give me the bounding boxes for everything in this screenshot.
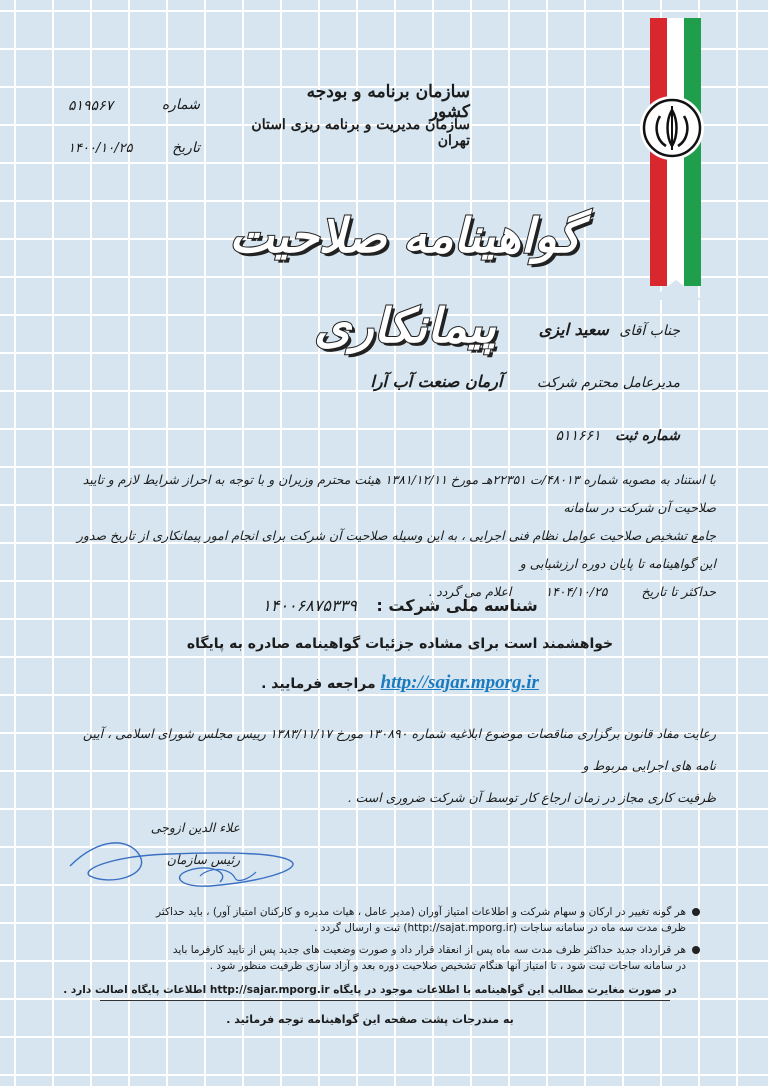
signatory-role: رئیس سازمان [166,852,240,867]
national-id-label: شناسه ملی شرکت : [376,596,538,615]
registration-line [440,428,680,444]
certificate-title: گواهینامه صلاحیت پیمانکاری [229,209,581,354]
salutation: جناب آقای [619,323,680,339]
national-id-line [200,596,600,615]
divider [100,1000,670,1001]
verify-suffix: مراجعه فرمایید . [261,676,376,692]
company-name: آرمان صنعت آب آرا [370,372,503,391]
note-4: به مندرجات پشت صفحه این گواهینامه توجه فرمائید . [226,1013,514,1026]
verify-url-line [200,672,600,694]
number-label: شماره [161,97,200,113]
org-line-1: سازمان برنامه و بودجه کشور [306,82,470,122]
org-line-2: سازمان مدیریت و برنامه ریزی استان تهران [251,117,470,149]
handwritten-signature [60,826,300,896]
note-2: هر قرارداد جدید حداکثر ظرف مدت سه ماه پس از انعقاد قرار داد و صورت وضعیت های جدید پس از تایید کارفرما باید [40,942,700,958]
iran-emblem-icon [640,96,704,160]
number-value: ۵۱۹۵۶۷ [68,98,114,114]
note-1: هر گونه تغییر در ارکان و سهام شرکت و اطلاعات امتیاز آوران (مدیر عامل ، هیات مدیره و کارکنان امتیاز آور) ، باید حداکثر [40,904,700,920]
recipient-line [380,320,680,339]
law-line-2: ظرفیت کاری مجاز در زمان ارجاع کار توسط آن شرکت ضروری است . [347,790,716,805]
ribbon-notch [650,280,702,300]
body-line-2: جامع تشخیص صلاحیت عوامل نظام فنی اجرایی ، به این وسیله صلاحیت آن شرکت برای انجام امور پیمانکاری از تاریخ صدور این گواهینامه تا پایان دوره ارزشیابی و [76,528,716,571]
company-line [280,372,680,391]
national-id-value: ۱۴۰۰۶۸۷۵۳۳۹ [262,596,357,615]
note-3: در صورت مغایرت مطالب این گواهینامه با اطلاعات موجود در پایگاه http://sajar.mporg.ir اطلاعات پایگاه اصالت دارد . [63,984,677,996]
note-2-cont: در سامانه ساجات ثبت شود ، تا امتیاز آنها هنگام تشخیص صلاحیت دوره بعد و آزاد سازی ظرفیت منظور شود . [209,960,686,972]
company-prefix: مدیرعامل محترم شرکت [536,375,680,391]
recipient-name: سعید ایزی [538,320,609,339]
law-paragraph [70,718,716,814]
registration-value: ۵۱۱۶۶۱ [555,428,601,444]
date-label: تاریخ [172,140,200,156]
signatory-name: علاء الدین ازوجی [150,820,240,835]
bullet-icon [692,946,700,954]
body-line-3-prefix: حداکثر تا تاریخ [641,584,716,599]
law-line-1: رعایت مفاد قانون برگزاری مناقصات موضوع ابلاغیه شماره ۱۳۰۸۹۰ مورخ ۱۳۸۳/۱۱/۱۷ رییس مجلس شورای اسلامی ، آیین نامه های اجرایی مربوط و [82,726,716,773]
note-1-cont: ظرف مدت سه ماه در سامانه ساجات (http://sajat.mporg.ir) ثبت و ارسال گردد . [314,922,686,934]
date-value: ۱۴۰۰/۱۰/۲۵ [68,141,133,156]
verify-line: خواهشمند است برای مشاده جزئیات گواهینامه صادره به پایگاه [186,636,614,652]
sajar-link[interactable]: http://sajar.mporg.ir [380,672,539,693]
notes-section [40,904,700,1028]
expiry-date: ۱۴۰۴/۱۰/۲۵ [545,584,608,599]
registration-label: شماره ثبت [615,428,680,444]
body-line-1: با استناد به مصوبه شماره ۴۸۰۱۳/ت ۲۲۳۵۱هـ مورخ ۱۳۸۱/۱۲/۱۱ هیئت محترم وزیران و با توجه به احراز شرایط لازم و تایید صلاحیت آن شرکت در سامانه [82,472,716,515]
bullet-icon [692,908,700,916]
body-line-3-suffix: اعلام می گردد . [428,584,512,599]
body-paragraph [70,466,716,606]
